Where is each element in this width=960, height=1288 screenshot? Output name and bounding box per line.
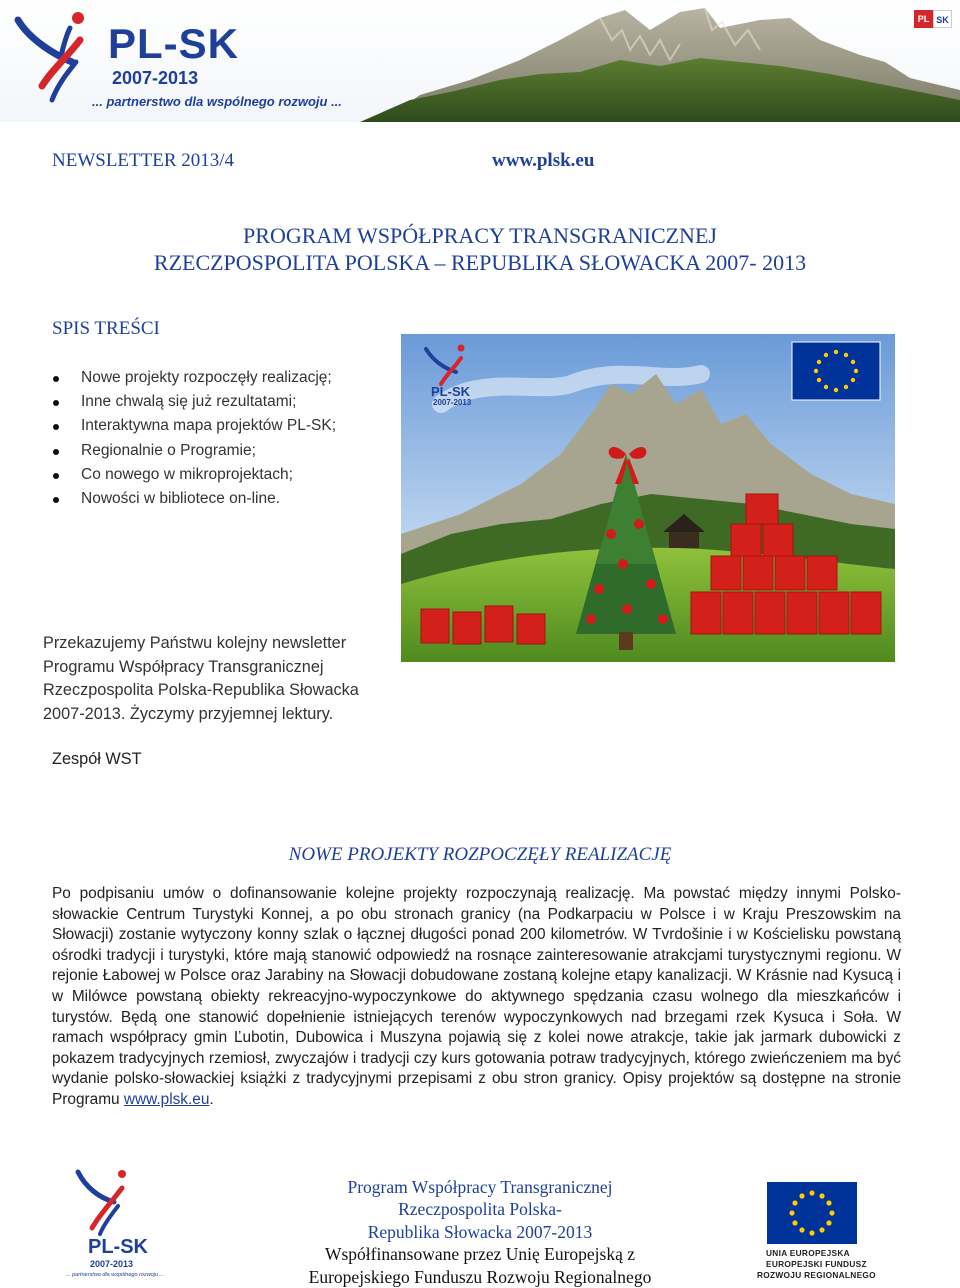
banner-logo-tagline: ... partnerstwo dla wspólnego rozwoju ...: [92, 94, 342, 109]
mini-pl-sk-flag: [914, 10, 952, 28]
footer-line1: Program Współpracy Transgranicznej: [347, 1177, 613, 1197]
program-title: [0, 222, 960, 276]
footer-logo-years: 2007-2013: [90, 1259, 134, 1269]
footer-line4: Współfinansowane przez Unię Europejską z: [324, 1244, 636, 1265]
footer-line5: Europejskiego Funduszu Rozwoju Regionalnego: [308, 1266, 652, 1287]
bullet-icon: [53, 424, 59, 430]
toc-item-label: Inne chwalą się już rezultatami;: [81, 393, 297, 411]
section-body-text: Po podpisaniu umów o dofinansowanie kolejne projekty rozpoczynają realizację. Ma powstać między innymi Polsko-słowackie Centrum Turystyki Konnej, a po obu stronach granicy (na Podkarpaciu w Polsce i w Kraju Preszowskim na Słowacji) zostanie wytyczony konny szlak o łącznej długości ponad 200 kilometrów. W Tvrdošinie i w Kościelisku powstaną ośrodki tradycji i turystyki, które mają stanowić odpowiedź na rosnące zainteresowanie atrakcjami turystycznymi regionu. W rejonie Łabowej w Polsce oraz Jarabiny na Słowacji dobudowane zostaną kolejne etapy kanalizacji. W Krásnie nad Kysucą i w Milówce powstaną obiekty rekreacyjno-wypoczynkowe do aktywnego spędzania czasu wolnego dla mieszkańców i turystów. Będą one stanowić dopełnienie istniejących terenów wypoczynkowych nad brzegami rzek Kysuca i Soła. W ramach współpracy gmin Ľubotin, Dubowica i Muszyna pojawią się z kolei nowe atrakcje, takie jak jarmark dubowicki z pokazem tradycyjnych rzemiosł, zwyczajów i tradycji czy kurs gotowania potraw tradycyjnych, którego zwieńczeniem ma być wydanie polsko-słowackiej książki z tradycyjnymi przepisami z obu stron granicy. Opisy projektów są dostępne na stronie Programu: [52, 885, 901, 1108]
eu-flag-icon: [767, 1182, 857, 1244]
footer-logo-text: PL-SK: [88, 1236, 148, 1258]
toc-list: [52, 366, 336, 511]
toc-item: [52, 487, 336, 511]
program-title-line2: RZECZPOSPOLITA POLSKA – REPUBLIKA SŁOWACKA 2007- 2013: [153, 250, 807, 275]
illustration-logo-years: 2007-2013: [433, 398, 472, 407]
bullet-icon: [53, 376, 59, 382]
illustration-logo-text: PL-SK: [431, 384, 470, 399]
toc-item-label: Co nowego w mikroprojektach;: [81, 465, 293, 483]
toc-item: [52, 414, 336, 438]
footer-logo-tagline: ... partnerstwo dla wspólnego rozwoju ...: [66, 1272, 165, 1278]
toc-item-label: Interaktywna mapa projektów PL-SK;: [81, 417, 337, 435]
section-title: NOWE PROJEKTY ROZPOCZĘŁY REALIZACJĘ: [288, 844, 672, 865]
toc-item-label: Nowe projekty rozpoczęły realizację;: [81, 369, 332, 386]
section-body: [52, 884, 901, 1111]
header-banner: [0, 0, 960, 122]
banner-logo-years: 2007-2013: [112, 68, 199, 88]
toc-title: SPIS TREŚCI: [52, 318, 160, 339]
eu-line3: ROZWOJU REGIONALNEGO: [757, 1270, 876, 1280]
eu-logo: [757, 1180, 900, 1282]
intro-paragraph: Przekazujemy Państwu kolejny newsletter Programu Współpracy Transgranicznej Rzeczpospolita Polska-Republika Słowacka 2007-2013. Życzymy przyjemnej lektury.: [43, 634, 359, 723]
toc-item: [52, 390, 336, 414]
footer-line3: Republika Słowacka 2007-2013: [367, 1221, 593, 1242]
eu-line1: UNIA EUROPEJSKA: [766, 1248, 850, 1258]
website-link[interactable]: www.plsk.eu: [492, 150, 595, 171]
footer-line2: Rzeczpospolita Polska-: [398, 1199, 562, 1220]
bullet-icon: [53, 473, 59, 479]
mini-flag-pl: PL: [914, 10, 933, 28]
program-website-link[interactable]: www.plsk.eu: [123, 1090, 210, 1108]
toc-item-label: Nowości w bibliotece on-line.: [81, 489, 281, 507]
banner-logo-text: PL-SK: [108, 20, 239, 67]
bullet-icon: [53, 449, 59, 455]
program-title-line1: PROGRAM WSPÓŁPRACY TRANSGRANICZNEJ: [243, 223, 717, 248]
eu-flag-illustration: [792, 342, 880, 400]
toc-item: [52, 463, 336, 487]
toc-item: [52, 366, 336, 390]
eu-line2: EUROPEJSKI FUNDUSZ: [766, 1259, 867, 1269]
christmas-illustration: [401, 334, 895, 662]
toc-item-label: Regionalnie o Programie;: [81, 441, 256, 459]
bullet-icon: [53, 400, 59, 406]
signature: Zespół WST: [52, 750, 142, 768]
toc-item: [52, 439, 336, 463]
bullet-icon: [53, 497, 59, 503]
mini-flag-sk: SK: [933, 10, 952, 28]
newsletter-number: NEWSLETTER 2013/4: [52, 150, 235, 171]
section-body-end: .: [209, 1090, 214, 1108]
